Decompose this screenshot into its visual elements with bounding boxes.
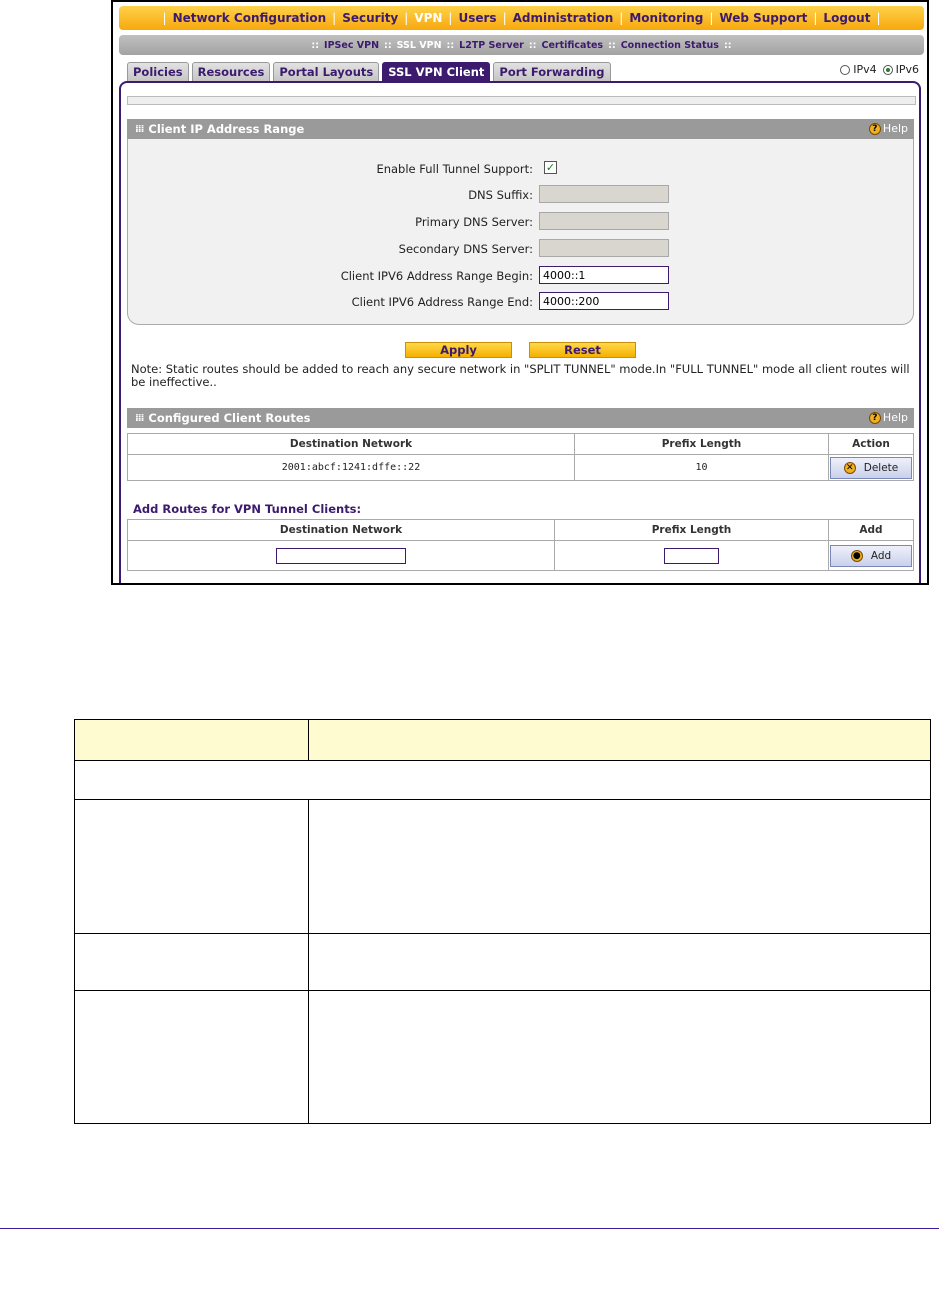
routes-section-header (127, 408, 914, 428)
subnav-ssl-vpn[interactable]: SSL VPN (396, 39, 442, 51)
col-destination-network: Destination Network (128, 520, 555, 541)
delete-icon: ✕ (844, 462, 856, 474)
range-begin-row (128, 266, 913, 286)
routes-section-title: Configured Client Routes (148, 411, 311, 425)
tab-policies[interactable]: Policies (127, 62, 189, 81)
nav-network-configuration[interactable]: Network Configuration (172, 11, 327, 25)
client-ip-help-link[interactable] (869, 122, 908, 135)
delete-button[interactable] (830, 457, 912, 479)
help-icon: ? (869, 123, 881, 135)
subnav-certificates[interactable]: Certificates (541, 39, 604, 51)
dns-suffix-row (128, 185, 913, 205)
range-begin-input[interactable] (539, 266, 669, 284)
destination-network-input[interactable] (276, 548, 406, 564)
doc-cell (75, 800, 309, 934)
range-begin-label: Client IPV6 Address Range Begin: (340, 269, 533, 283)
doc-header-setting (75, 720, 309, 761)
nav-vpn[interactable]: VPN (414, 11, 443, 25)
doc-cell (75, 934, 309, 991)
top-nav: | Network Configuration | Security | VPN | Users | Administration | Monitoring | Web Support | Logout | (119, 6, 924, 30)
help-icon: ? (869, 412, 881, 424)
ipv4-label: IPv4 (853, 63, 877, 76)
dns-suffix-label: DNS Suffix: (468, 188, 533, 202)
subnav-l2tp-server[interactable]: L2TP Server (459, 39, 524, 51)
range-end-input[interactable] (539, 292, 669, 310)
col-add: Add (829, 520, 914, 541)
range-end-label: Client IPV6 Address Range End: (351, 295, 533, 309)
ipv6-radio[interactable] (883, 65, 893, 75)
ip-mode-selector (840, 63, 919, 76)
primary-dns-input[interactable] (539, 212, 669, 230)
nav-logout[interactable]: Logout (823, 11, 871, 25)
table-row (128, 455, 914, 481)
tab-bar (127, 62, 611, 81)
nav-monitoring[interactable]: Monitoring (629, 11, 704, 25)
destination-cell (128, 541, 555, 571)
client-ip-form (127, 139, 914, 325)
add-cell (829, 541, 914, 571)
add-button[interactable] (830, 545, 912, 567)
range-end-row (128, 292, 913, 312)
tab-port-forwarding[interactable]: Port Forwarding (493, 62, 610, 81)
ipv6-label: IPv6 (895, 63, 919, 76)
route-action-cell (829, 455, 914, 481)
secondary-dns-row (128, 239, 913, 259)
page-footer-rule (0, 1228, 939, 1229)
primary-dns-label: Primary DNS Server: (415, 215, 533, 229)
tab-ssl-vpn-client[interactable]: SSL VPN Client (382, 62, 490, 81)
doc-row (75, 800, 931, 934)
prefix-length-input[interactable] (664, 548, 719, 564)
col-destination-network: Destination Network (128, 434, 575, 455)
client-ip-section-header (127, 119, 914, 139)
grip-icon: ⁞⁞⁞ (135, 123, 144, 135)
doc-row (75, 991, 931, 1124)
add-routes-table (127, 519, 914, 571)
nav-web-support[interactable]: Web Support (719, 11, 808, 25)
secondary-dns-label: Secondary DNS Server: (398, 242, 533, 256)
help-label: Help (882, 411, 908, 424)
add-icon: ● (851, 550, 863, 562)
status-bar (127, 96, 916, 105)
doc-cell (309, 991, 931, 1124)
col-prefix-length: Prefix Length (575, 434, 829, 455)
dns-suffix-input[interactable] (539, 185, 669, 203)
route-destination: 2001:abcf:1241:dffe::22 (128, 455, 575, 481)
routes-help-link[interactable] (869, 411, 908, 424)
nav-security[interactable]: Security (342, 11, 399, 25)
secondary-dns-input[interactable] (539, 239, 669, 257)
client-routes-table (127, 433, 914, 481)
subnav-ipsec-vpn[interactable]: IPSec VPN (324, 39, 380, 51)
sub-nav: :: IPSec VPN :: SSL VPN :: L2TP Server :: Certificates :: Connection Status :: (119, 35, 924, 55)
help-label: Help (882, 122, 908, 135)
doc-cell (309, 934, 931, 991)
settings-description-table (74, 719, 931, 1124)
prefix-cell (555, 541, 829, 571)
nav-users[interactable]: Users (458, 11, 497, 25)
nav-administration[interactable]: Administration (512, 11, 614, 25)
grip-icon: ⁞⁞⁞ (135, 412, 144, 424)
delete-label: Delete (863, 461, 899, 474)
add-label: Add (870, 549, 892, 562)
doc-section-cell (75, 761, 931, 800)
subnav-connection-status[interactable]: Connection Status (620, 39, 719, 51)
primary-dns-row (128, 212, 913, 232)
reset-button[interactable]: Reset (529, 342, 636, 358)
screenshot-frame (111, 0, 929, 585)
client-ip-section-title: Client IP Address Range (148, 122, 305, 136)
doc-row (75, 934, 931, 991)
apply-button[interactable]: Apply (405, 342, 512, 358)
doc-cell (309, 800, 931, 934)
doc-cell (75, 991, 309, 1124)
full-tunnel-row (128, 159, 913, 179)
doc-section-row (75, 761, 931, 800)
doc-header-row (75, 720, 931, 761)
table-header-row (128, 434, 914, 455)
route-prefix: 10 (575, 455, 829, 481)
full-tunnel-label: Enable Full Tunnel Support: (376, 162, 533, 176)
col-action: Action (829, 434, 914, 455)
ipv4-radio[interactable] (840, 65, 850, 75)
add-routes-title: Add Routes for VPN Tunnel Clients: (133, 502, 362, 516)
tab-portal-layouts[interactable]: Portal Layouts (273, 62, 379, 81)
col-prefix-length: Prefix Length (555, 520, 829, 541)
table-header-row (128, 520, 914, 541)
full-tunnel-checkbox[interactable]: ✓ (545, 161, 556, 174)
tab-resources[interactable]: Resources (192, 62, 271, 81)
table-row (128, 541, 914, 571)
doc-header-description (309, 720, 931, 761)
routes-note: Note: Static routes should be added to reach any secure network in "SPLIT TUNNEL" mode.In "FULL TUNNEL" mode all client routes will be ineffective.. (131, 362, 910, 389)
